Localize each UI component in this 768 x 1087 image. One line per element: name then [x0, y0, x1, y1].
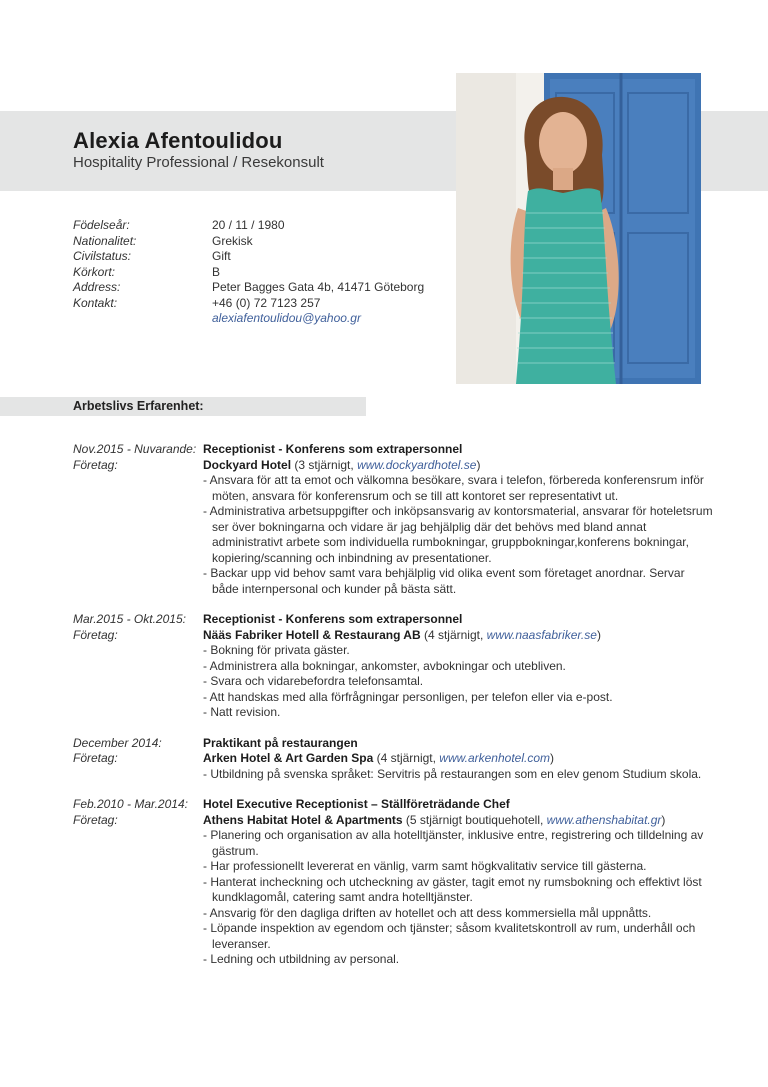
company-name: Arken Hotel & Art Garden Spa — [203, 751, 374, 765]
candidate-profession: Hospitality Professional / Resekonsult — [73, 154, 324, 171]
job-bullet: - Administrativa arbetsuppgifter och inköpsansvarig av kontorsmaterial, ansvarar för hoteletsrum ser över bokningarna och vidare är jag behjälplig där det behövs med bland annat administrativt arbete som individuella rumbokningar, gruppbokningar,konferens bokningar, kopiering/scanning och inbindning av presentationer. — [203, 504, 713, 565]
job-period: Mar.2015 - Okt.2015: — [73, 612, 186, 626]
job-entry — [73, 612, 713, 721]
info-value: Gift — [212, 249, 231, 263]
job-entry — [73, 797, 713, 968]
job-title: Praktikant på restaurangen — [203, 735, 358, 750]
paren-close: ) — [661, 812, 666, 827]
job-title: Hotel Executive Receptionist – Ställföreträdande Chef — [203, 797, 510, 811]
paren-close: ) — [596, 627, 601, 642]
job-bullet: - Har professionellt levererat en vänlig, varm samt högkvalitativ service till gästerna. — [203, 859, 647, 873]
job-bullet: - Bokning för privata gäster. — [203, 643, 350, 657]
job-entry — [73, 442, 713, 597]
info-value: Grekisk — [212, 233, 253, 248]
job-bullet: - Ansvara för att ta emot och välkomna besökare, svara i telefon, förbereda konferensrum inför möten, ansvara för konferensrum och se till att kontoret ser representativt ut. — [203, 473, 704, 503]
company-label: Företag: — [73, 627, 118, 642]
job-period: December 2014: — [73, 735, 162, 750]
job-title: Receptionist - Konferens som extrapersonnel — [203, 612, 463, 626]
job-bullet: - Att handskas med alla förfrågningar personligen, per telefon eller via e-post. — [203, 689, 613, 704]
job-bullet: - Planering och organisation av alla hotelltjänster, inklusive entre, registrering och tilldelning av gästrum. — [203, 828, 704, 858]
info-label: Körkort: — [73, 264, 116, 279]
job-entry — [73, 736, 713, 783]
company-stars: (5 stjärnigt boutiquehotell, — [402, 812, 547, 827]
job-bullet: - Backar upp vid behov samt vara behjälplig vid olika event som företaget anordnar. Servar både internpersonal och kunder på bästa sätt. — [203, 566, 685, 596]
job-bullet: - Ansvarig för den dagliga driften av hotellet och att dess kommersiella mål uppnåtts. — [203, 905, 652, 920]
job-bullet: - Administrera alla bokningar, ankomster, avbokningar och utebliven. — [203, 658, 566, 673]
job-bullet: - Utbildning på svenska språket: Servitris på restaurangen som en elev genom Studium skola. — [203, 766, 702, 781]
paren-close: ) — [550, 751, 555, 765]
company-link[interactable]: www.athenshabitat.gr — [546, 812, 662, 827]
company-link[interactable]: www.dockyardhotel.se — [357, 457, 477, 472]
job-bullet: - Ledning och utbildning av personal. — [203, 952, 400, 966]
company-stars: (4 stjärnigt, — [420, 627, 487, 642]
info-value: Peter Bagges Gata 4b, 41471 Göteborg — [212, 280, 425, 294]
job-title: Receptionist - Konferens som extrapersonnel — [203, 442, 463, 456]
company-name: Nääs Fabriker Hotell & Restaurang AB — [203, 627, 421, 642]
job-bullet: - Natt revision. — [203, 705, 281, 719]
job-period: Feb.2010 - Mar.2014: — [73, 797, 188, 811]
info-label: Födelseår: — [73, 218, 130, 232]
company-stars: (4 stjärnigt, — [373, 751, 440, 765]
info-value: 20 / 11 / 1980 — [212, 218, 285, 232]
candidate-name: Alexia Afentoulidou — [73, 128, 283, 153]
company-label: Företag: — [73, 457, 118, 472]
profile-photo — [456, 73, 701, 384]
info-label: Nationalitet: — [73, 233, 137, 248]
info-label: Kontakt: — [73, 295, 118, 310]
company-label: Företag: — [73, 812, 118, 827]
company-stars: (3 stjärnigt, — [291, 457, 358, 472]
job-period: Nov.2015 - Nuvarande: — [73, 442, 197, 456]
section-title: Arbetslivs Erfarenhet: — [73, 399, 204, 413]
info-value: +46 (0) 72 7123 257 — [212, 295, 321, 310]
work-experience — [73, 442, 713, 983]
job-bullet: - Löpande inspektion av egendom och tjänster; såsom kvalitetskontroll av rum, underhåll och leveranser. — [203, 921, 696, 951]
company-name: Athens Habitat Hotel & Apartments — [203, 812, 403, 827]
company-label: Företag: — [73, 751, 118, 765]
company-link[interactable]: www.arkenhotel.com — [439, 751, 551, 765]
info-label: Civilstatus: — [73, 249, 132, 263]
info-label: Address: — [73, 280, 121, 294]
info-value: B — [212, 264, 221, 279]
company-link[interactable]: www.naasfabriker.se — [486, 627, 597, 642]
paren-close: ) — [476, 457, 481, 472]
email-link[interactable]: alexiafentoulidou@yahoo.gr — [212, 311, 361, 325]
job-bullet: - Svara och vidarebefordra telefonsamtal. — [203, 674, 424, 688]
company-name: Dockyard Hotel — [203, 457, 292, 472]
job-bullet: - Hanterat incheckning och utcheckning av gäster, tagit emot ny rumsbokning och effektivt löst kundklagomål, catering samt andra hotelltjänster. — [203, 874, 702, 904]
